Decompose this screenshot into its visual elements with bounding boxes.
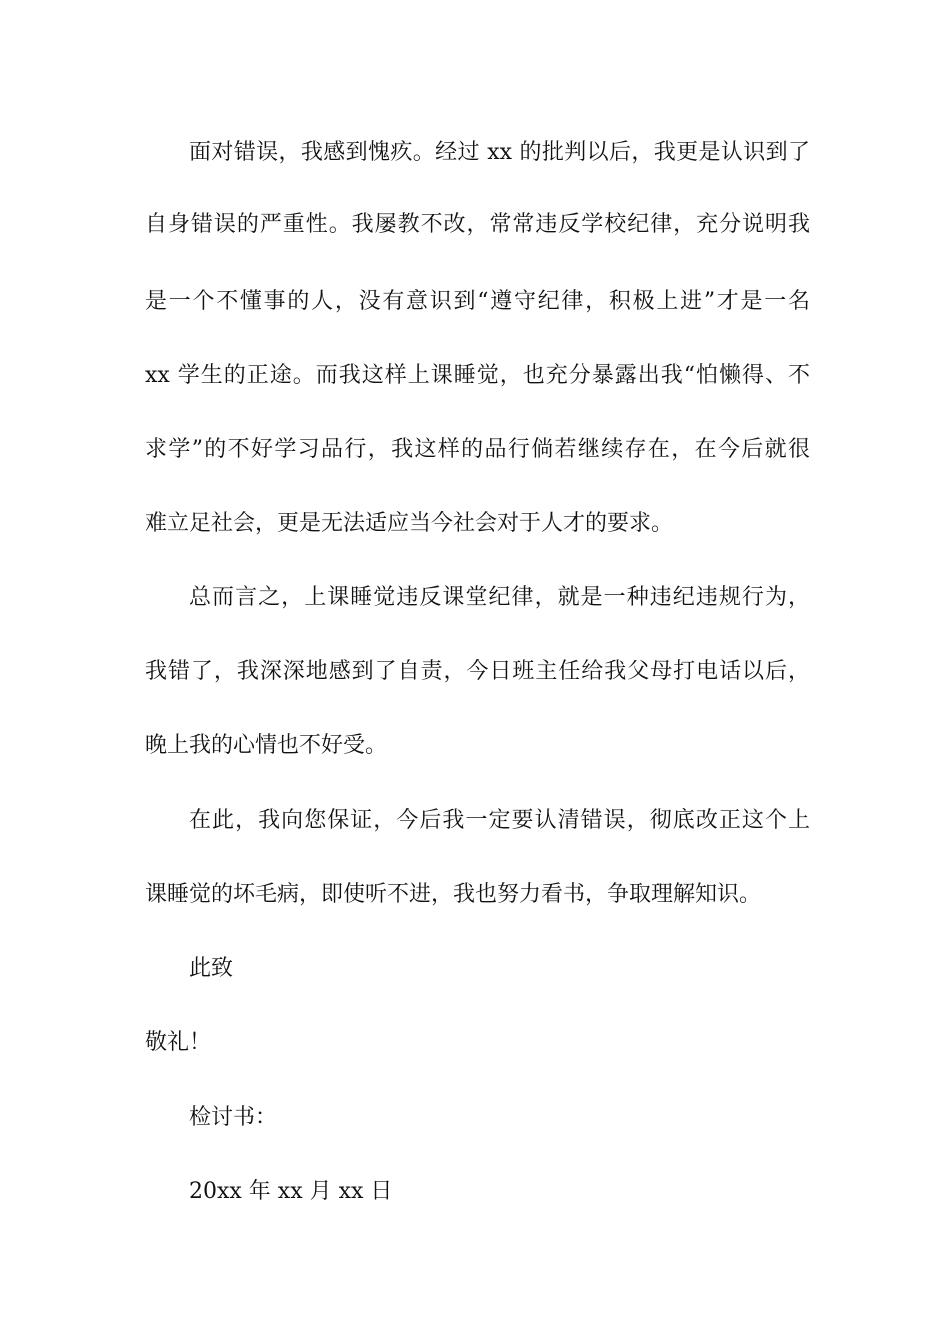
paragraph-1-line-6: 难立足社会，更是无法适应当今社会对于人才的要求。 [145,511,674,536]
signature-label: 检讨书： [189,1105,278,1130]
paragraph-2-line-2: 我错了，我深深地感到了自责，今日班主任给我父母打电话以后， [145,659,810,684]
paragraph-1-line-3: 是一个不懂事的人，没有意识到“遵守纪律，积极上进”才是一名 [145,289,810,314]
date-line: 20xx 年 xx 月 xx 日 [189,1179,393,1204]
closing-salutation: 此致 [189,956,234,981]
paragraph-2-line-1: 总而言之，上课睡觉违反课堂纪律，就是一种违纪违规行为， [189,585,810,610]
paragraph-1-line-1: 面对错误，我感到愧疚。经过 xx 的批判以后，我更是认识到了 [189,140,810,165]
paragraph-1-line-4: xx 学生的正途。而我这样上课睡觉，也充分暴露出我“怕懒得、不 [145,363,810,388]
paragraph-3-line-2: 课睡觉的坏毛病，即使听不进，我也努力看书，争取理解知识。 [145,882,762,907]
closing-respect: 敬礼！ [145,1030,212,1055]
paragraph-2-line-3: 晚上我的心情也不好受。 [145,733,388,758]
paragraph-1-line-5: 求学”的不好学习品行，我这样的品行倘若继续存在，在今后就很 [145,437,810,462]
paragraph-1-line-2: 自身错误的严重性。我屡教不改，常常违反学校纪律，充分说明我 [145,212,810,237]
paragraph-3-line-1: 在此，我向您保证，今后我一定要认清错误，彻底改正这个上 [189,808,810,833]
